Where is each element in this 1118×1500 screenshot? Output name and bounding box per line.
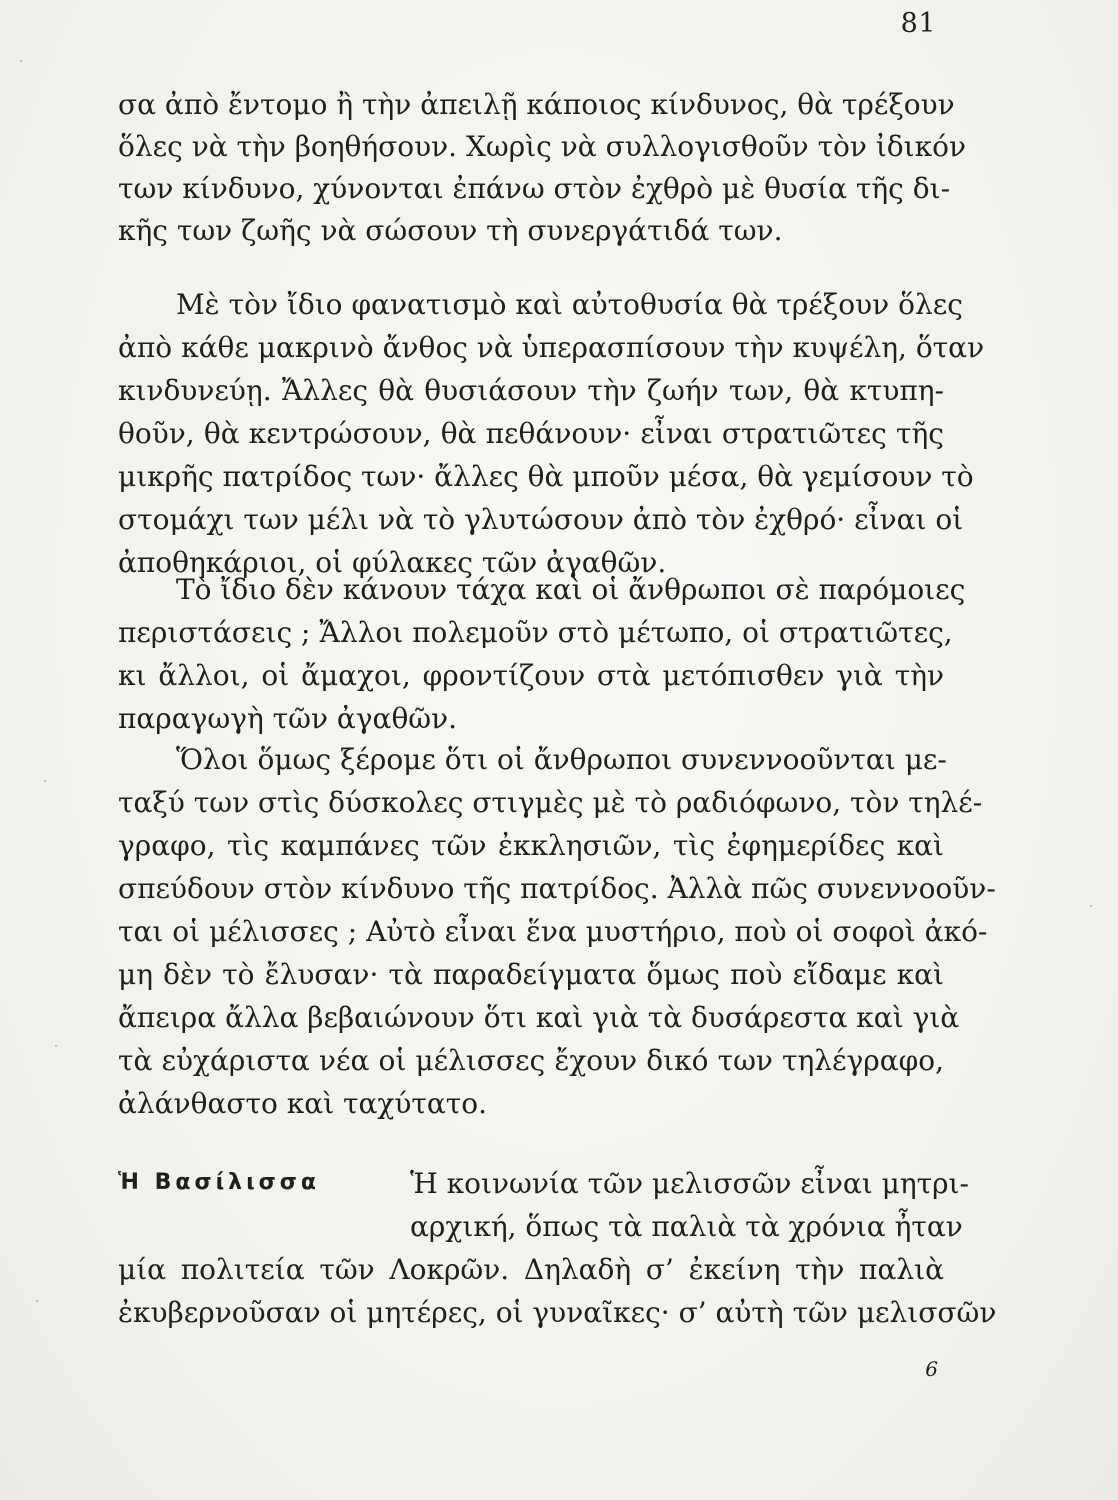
- text-line: ἐκυβερνοῦσαν οἱ μητέρες, οἱ γυναῖκες· σ’ αὐτὴ τῶν μελισσῶν: [118, 1296, 997, 1329]
- text-line: ἀποθηκάριοι, οἱ φύλακες τῶν ἀγαθῶν.: [118, 546, 667, 579]
- text-line: μικρῆς πατρίδος των· ἄλλες θὰ μποῦν μέσα, θὰ γεμίσουν τὸ: [118, 460, 974, 493]
- text-line: μία πολιτεία τῶν Λοκρῶν. Δηλαδὴ σ’ ἐκείνη τὴν παλιὰ: [118, 1253, 944, 1286]
- text-line: αρχική, ὅπως τὰ παλιὰ τὰ χρόνια ἦταν: [410, 1210, 963, 1243]
- text-line: ἀλάνθαστο καὶ ταχύτατο.: [118, 1087, 488, 1120]
- text-line: κινδυνεύῃ. Ἄλλες θὰ θυσιάσουν τὴν ζωήν των, θὰ κτυπη-: [118, 374, 944, 407]
- scan-speck: [36, 1300, 38, 1302]
- text-line: Μὲ τὸν ἴδιο φανατισμὸ καὶ αὐτοθυσία θὰ τρέξουν ὅλες: [176, 288, 963, 321]
- text-line: ἄπειρα ἄλλα βεβαιώνουν ὅτι καὶ γιὰ τὰ δυσάρεστα καὶ γιὰ: [118, 1001, 960, 1034]
- text-line: τὰ εὐχάριστα νέα οἱ μέλισσες ἔχουν δικό των τηλέγραφο,: [118, 1044, 944, 1077]
- text-line: Τὸ ἴδιο δὲν κάνουν τάχα καὶ οἱ ἄνθρωποι σὲ παρόμοιες: [176, 573, 966, 606]
- text-line: ται οἱ μέλισσες ; Αὐτὸ εἶναι ἕνα μυστήριο, ποὺ οἱ σοφοὶ ἀκό-: [118, 915, 988, 948]
- scan-speck: [1090, 905, 1092, 907]
- text-line: παραγωγὴ τῶν ἀγαθῶν.: [118, 702, 458, 735]
- page-number: 81: [900, 8, 936, 39]
- text-line: Ὅλοι ὅμως ξέρομε ὅτι οἱ ἄνθρωποι συνεννοοῦνται με-: [176, 743, 947, 776]
- text-line: στομάχι των μέλι νὰ τὸ γλυτώσουν ἀπὸ τὸν ἐχθρό· εἶναι οἱ: [118, 503, 964, 536]
- scan-speck: [44, 780, 46, 782]
- scan-speck: [55, 1045, 57, 1047]
- text-line: θοῦν, θὰ κεντρώσουν, θὰ πεθάνουν· εἶναι στρατιῶτες τῆς: [118, 417, 944, 450]
- signature-mark: 6: [925, 1357, 938, 1381]
- scan-speck: [20, 60, 22, 62]
- text-line: περιστάσεις ; Ἄλλοι πολεμοῦν στὸ μέτωπο, οἱ στρατιῶτες,: [118, 616, 953, 649]
- text-line: Ἡ κοινωνία τῶν μελισσῶν εἶναι μητρι-: [410, 1167, 969, 1200]
- text-line: των κίνδυνο, χύνονται ἐπάνω στὸν ἐχθρὸ μὲ θυσία τῆς δι-: [118, 172, 951, 205]
- text-line: ὅλες νὰ τὴν βοηθήσουν. Χωρὶς νὰ συλλογισθοῦν τὸν ἰδικόν: [118, 130, 967, 163]
- text-line: γραφο, τὶς καμπάνες τῶν ἐκκλησιῶν, τὶς ἐφημερίδες καὶ: [118, 829, 944, 862]
- text-line: ταξύ των στὶς δύσκολες στιγμὲς μὲ τὸ ραδιόφωνο, τὸν τηλέ-: [118, 786, 983, 819]
- text-line: μη δὲν τὸ ἔλυσαν· τὰ παραδείγματα ὅμως ποὺ εἴδαμε καὶ: [118, 958, 944, 991]
- text-line: κι ἄλλοι, οἱ ἄμαχοι, φροντίζουν στὰ μετόπισθεν γιὰ τὴν: [118, 659, 944, 692]
- section-heading: Ἡ Βασίλισσα: [118, 1170, 321, 1195]
- text-line: ἀπὸ κάθε μακρινὸ ἄνθος νὰ ὑπερασπίσουν τὴν κυψέλη, ὅταν: [118, 331, 985, 364]
- text-line: κῆς των ζωῆς νὰ σώσουν τὴ συνεργάτιδά των.: [118, 214, 783, 247]
- text-line: σπεύδουν στὸν κίνδυνο τῆς πατρίδος. Ἀλλὰ πῶς συνεννοοῦν-: [118, 872, 996, 905]
- text-line: σα ἀπὸ ἔντομο ἢ τὴν ἀπειλῇ κάποιος κίνδυνος, θὰ τρέξουν: [118, 88, 955, 121]
